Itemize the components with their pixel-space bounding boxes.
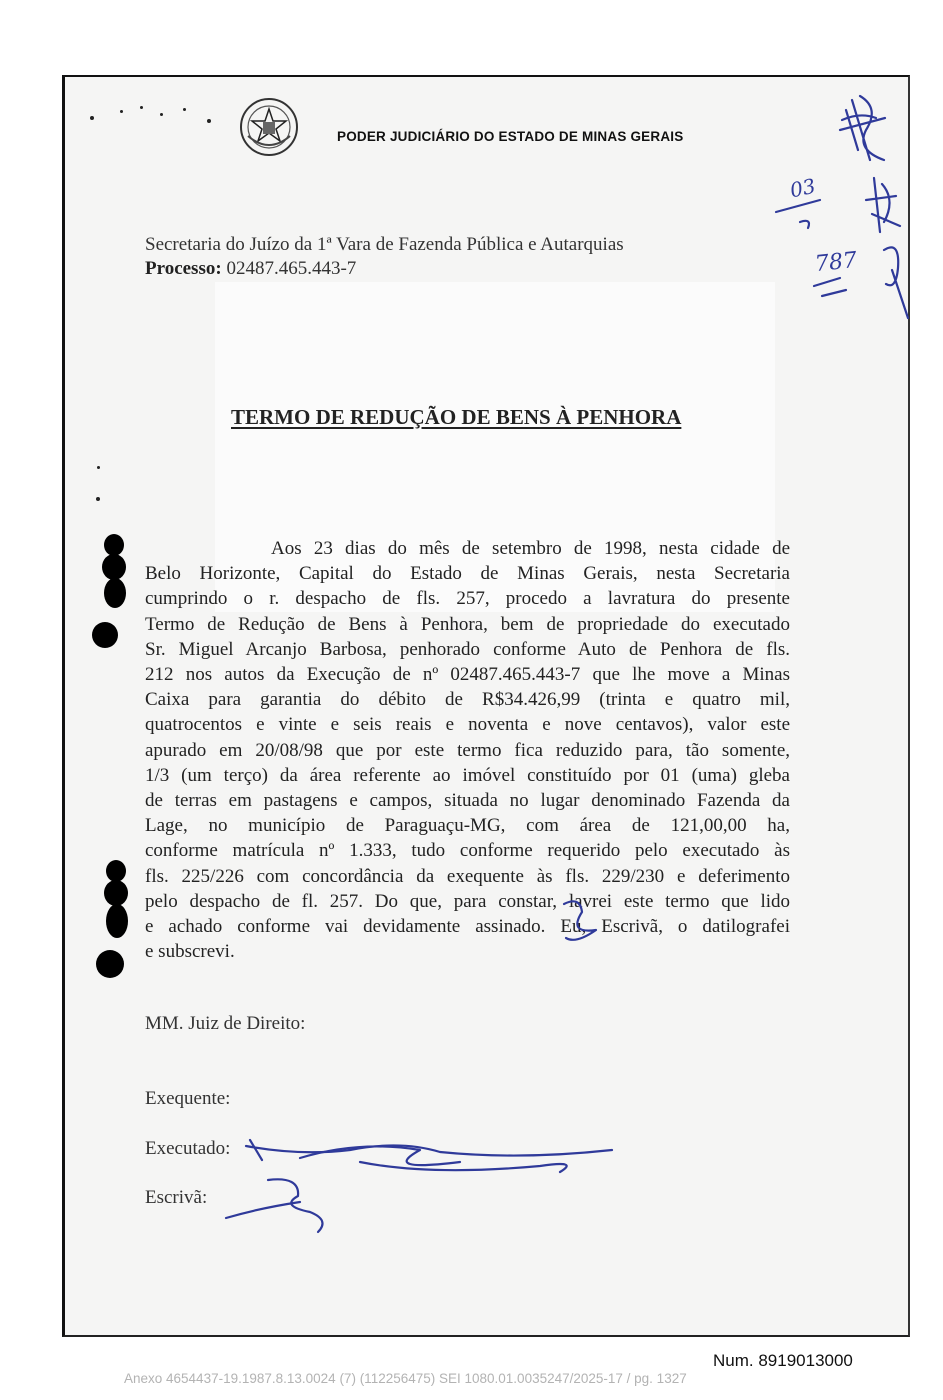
processo-line [145, 258, 356, 280]
body-line: 212 nos autos da Execução de nº 02487.465.443-7 que lhe move a Minas [145, 664, 790, 686]
body-line: Caixa para garantia do débito de R$34.426,99 (trinta e quatro mil, [145, 689, 790, 711]
document-title: TERMO DE REDUÇÃO DE BENS À PENHORA [231, 405, 682, 429]
body-line: fls. 225/226 com concordância da exequente às fls. 229/230 e deferimento [145, 865, 790, 887]
secretaria-line: Secretaria do Juízo da 1ª Vara de Fazenda Pública e Autarquias [145, 234, 624, 255]
executado-label: Executado: [145, 1138, 231, 1159]
document-body [145, 536, 790, 964]
redaction-mark [106, 904, 128, 938]
scan-speck [140, 106, 143, 109]
redaction-mark [104, 880, 128, 906]
scan-speck [160, 113, 163, 116]
body-line: Lage, no município de Paraguaçu-MG, com área de 121,00,00 ha, [145, 815, 790, 837]
body-line: e achado conforme vai devidamente assinado. Eu, Escrivã, o datilografei [145, 916, 790, 938]
body-line: apurado em 20/08/98 que por este termo fica reduzido para, tão somente, [145, 739, 790, 761]
coat-of-arms-icon [238, 96, 300, 158]
redaction-mark [104, 578, 126, 608]
redaction-mark [92, 622, 118, 648]
processo-label: Processo: [145, 258, 222, 279]
footer-reference: Anexo 4654437-19.1987.8.13.0024 (7) (112256475) SEI 1080.01.0035247/2025-17 / pg. 1327 [124, 1371, 687, 1386]
margin-note: 03 [787, 173, 818, 203]
body-line: Belo Horizonte, Capital do Estado de Minas Gerais, nesta Secretaria [145, 563, 790, 585]
footer-num: Num. 8919013000 [713, 1351, 853, 1370]
margin-note: 787 [813, 247, 859, 278]
redaction-mark [104, 534, 124, 556]
body-line: pelo despacho de fl. 257. Do que, para constar, lavrei este termo que lido [145, 890, 790, 912]
body-line: cumprindo o r. despacho de fls. 257, procedo a lavratura do presente [145, 588, 790, 610]
body-line: e subscrevi. [145, 941, 235, 963]
body-line: conforme matrícula nº 1.333, tudo conforme requerido pelo executado às [145, 840, 790, 862]
redaction-mark [106, 860, 126, 882]
scan-speck [120, 110, 123, 113]
exequente-label: Exequente: [145, 1088, 231, 1109]
scan-speck [97, 466, 100, 469]
body-line: Termo de Redução de Bens à Penhora, bem de propriedade do executado [145, 613, 790, 635]
judge-label: MM. Juiz de Direito: [145, 1013, 306, 1034]
redaction-mark [96, 950, 124, 978]
escriva-label: Escrivã: [145, 1187, 208, 1208]
body-line: de terras em pastagens e campos, situada no lugar denominado Fazenda da [145, 790, 790, 812]
body-line: quatrocentos e vinte e seis reais e noventa e nove centavos), valor este [145, 714, 790, 736]
body-line: Aos 23 dias do mês de setembro de 1998, nesta cidade de [271, 538, 790, 559]
scan-speck [207, 119, 211, 123]
court-name: PODER JUDICIÁRIO DO ESTADO DE MINAS GERAIS [337, 129, 684, 144]
redaction-mark [102, 554, 126, 580]
scan-speck [90, 116, 94, 120]
processo-number: 02487.465.443-7 [226, 258, 357, 279]
body-line: Sr. Miguel Arcanjo Barbosa, penhorado conforme Auto de Penhora de fls. [145, 638, 790, 660]
scan-speck [183, 108, 186, 111]
body-line: 1/3 (um terço) da área referente ao imóvel constituído por 01 (uma) gleba [145, 764, 790, 786]
scan-speck [96, 497, 100, 501]
